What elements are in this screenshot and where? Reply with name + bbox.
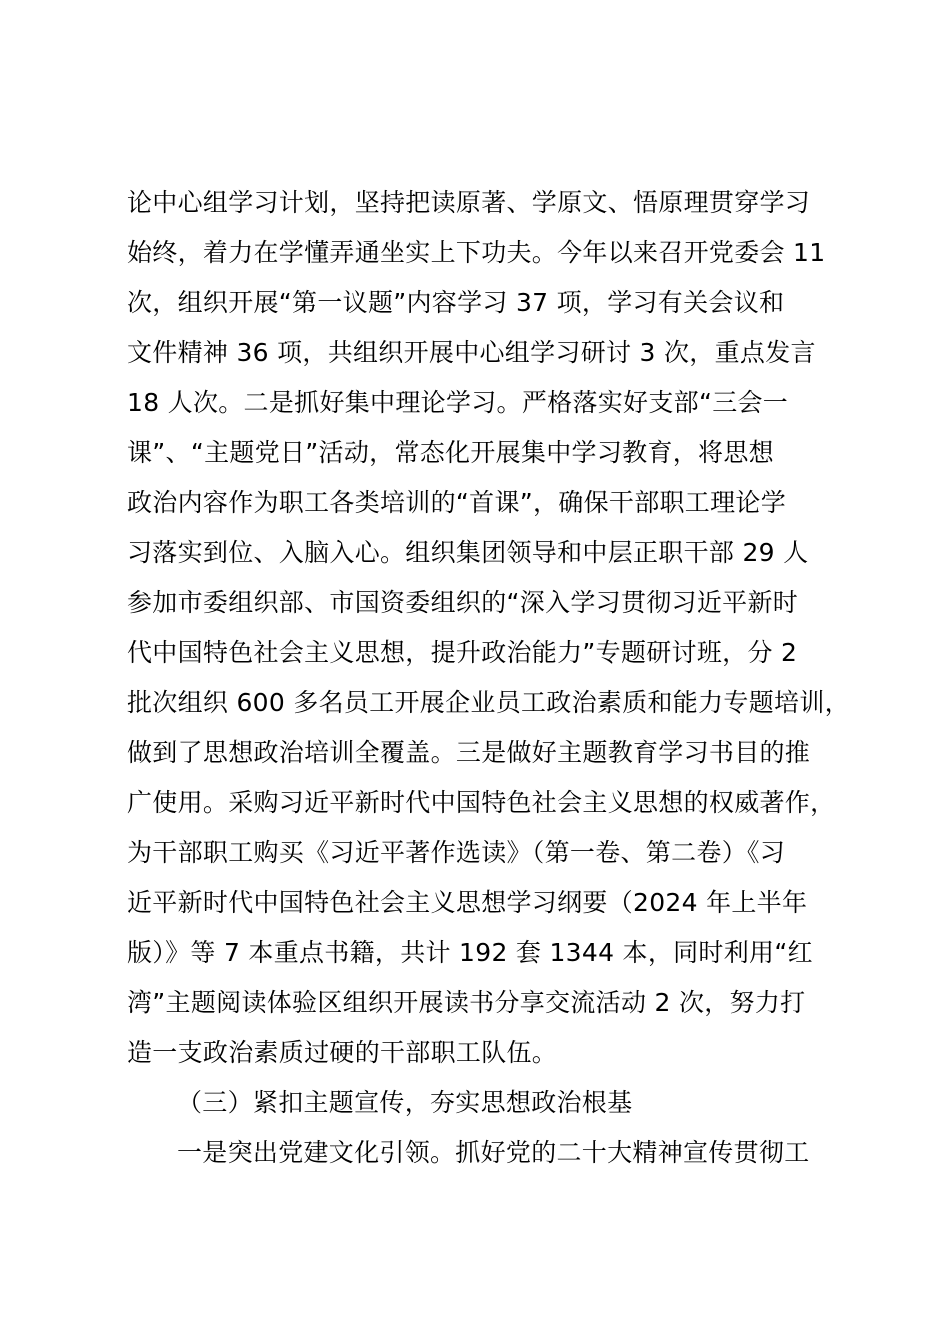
section-heading: （三）紧扣主题宣传，夯实思想政治根基 — [177, 1088, 633, 1117]
body-text-line: 造一支政治素质过硬的干部职工队伍。 — [127, 1038, 558, 1067]
body-text-line: 次，组织开展“第一议题”内容学习 37 项，学习有关会议和 — [127, 288, 785, 317]
body-text-line: 近平新时代中国特色社会主义思想学习纲要（2024 年上半年 — [127, 888, 808, 917]
body-text-line: 湾”主题阅读体验区组织开展读书分享交流活动 2 次，努力打 — [127, 988, 806, 1017]
body-text-line: 文件精神 36 项，共组织开展中心组学习研讨 3 次，重点发言 — [127, 338, 816, 367]
body-text-line: 始终，着力在学懂弄通坐实上下功夫。今年以来召开党委会 11 — [127, 238, 826, 267]
body-text-line: 版）》等 7 本重点书籍，共计 192 套 1344 本，同时利用“红 — [127, 938, 813, 967]
body-text-line: 课”、“主题党日”活动，常态化开展集中学习教育，将思想 — [127, 438, 774, 467]
body-text-line: 做到了思想政治培训全覆盖。三是做好主题教育学习书目的推 — [127, 738, 811, 767]
body-text-line: 为干部职工购买《习近平著作选读》（第一卷、第二卷）《习 — [127, 838, 786, 867]
body-text-line: 代中国特色社会主义思想，提升政治能力”专题研讨班，分 2 — [127, 638, 798, 667]
body-text-line: 论中心组学习计划，坚持把读原著、学原文、悟原理贯穿学习 — [127, 188, 811, 217]
body-text-line: 政治内容作为职工各类培训的“首课”，确保干部职工理论学 — [127, 488, 787, 517]
body-text-line: 批次组织 600 多名员工开展企业员工政治素质和能力专题培训， — [127, 688, 850, 717]
body-text-line: 广使用。采购习近平新时代中国特色社会主义思想的权威著作， — [127, 788, 836, 817]
body-text-line: 18 人次。二是抓好集中理论学习。严格落实好支部“三会一 — [127, 388, 789, 417]
paragraph-first-line: 一是突出党建文化引领。抓好党的二十大精神宣传贯彻工 — [177, 1138, 810, 1167]
body-text-line: 习落实到位、入脑入心。组织集团领导和中层正职干部 29 人 — [127, 538, 809, 567]
body-text-line: 参加市委组织部、市国资委组织的“深入学习贯彻习近平新时 — [127, 588, 799, 617]
